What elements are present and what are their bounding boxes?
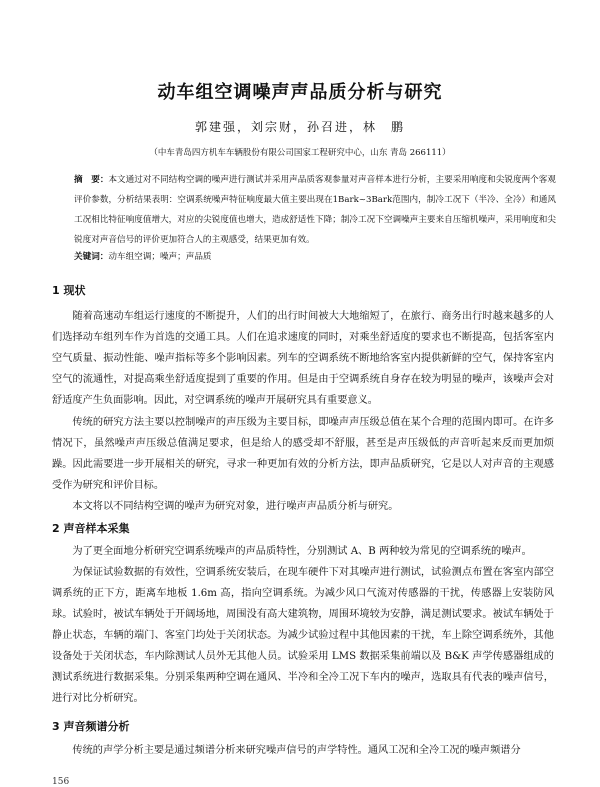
affiliation: （中车青岛四方机车车辆股份有限公司国家工程研究中心，山东 青岛 266111） [149,148,451,158]
section-3-paragraph-1: 传统的声学分析主要是通过频谱分析来研究噪声信号的声学特性。通风工况和全冷工况的噪声频谱分 [72,745,521,756]
section-1-paragraph-1: 随着高速动车组运行速度的不断提升，人们的出行时间被大大地缩短了，在旅行、商务出行时越来越多的人们选择动车组列车作为首选的交通工具。人们在追求速度的同时，对乘坐舒适度的要求也不断提高，包括客室内空气质量、振动性能、噪声指标等多个影响因素。列车的空调系统不断地给客室内提供新鲜的空气，保持客室内空气的流通性，对提高乘坐舒适度提到了重要的作用。但是由于空调系统自身存在较为明显的噪声，该噪声会对舒适度产生负面影响。因此，对空调系统的噪声开展研究具有重要意义。 [52,311,554,406]
keywords-label: 关键词： [74,252,109,262]
section-1-paragraph-3: 本文将以不同结构空调的噪声为研究对象，进行噪声声品质分析与研究。 [72,501,399,512]
section-1-paragraph-2: 传统的研究方法主要以控制噪声的声压级为主要目标，即噪声声压级总值在某个合理的范围内即可。在许多情况下，虽然噪声声压级总值满足要求，但是给人的感受却不舒服，甚至是声压级低的声音听起来反而更加烦躁。因此需要进一步开展相关的研究，寻求一种更加有效的分析方法，即声品质研究，它是以人对声音的主观感受作为研究和评价目标。 [52,417,554,491]
keywords-text: 动车组空调；噪声；声品质 [108,252,212,262]
keywords [74,250,556,262]
abstract-text: 本文通过对不同结构空调的噪声进行测试并采用声品质客观参量对声音样本进行分析，主要采用响度和尖锐度两个客观评价参数，分析结果表明：空调系统噪声特征响度最大值主要出现在1Bark~3Bark范围内，制冷工况下（半冷、全冷）和通风工况相比特征响度值增大，对应的尖锐度值也增大，造成舒适性下降；制冷工况下空调噪声主要来自压缩机噪声，采用响度和尖锐度对声音信号的评价更加符合人的主观感受，结果更加有效。 [74,175,556,245]
section-2-paragraph-2: 为保证试验数据的有效性，空调系统安装后，在现车硬件下对其噪声进行测试，试验测点布置在客室内部空调系统的正下方，距离车地板 1.6m 高，指向空调系统。为减少风口气流对传感器的干扰，传感器上安装防风球。试验时，被试车辆处于开阔场地，周围没有高大建筑物，周围环境较为安静，满足测试要求。被试车辆处于静止状态，车辆的端门、客室门均处于关闭状态。为减少试验过程中其他因素的干扰，车上除空调系统外，其他设备处于关闭状态，车内除测试人员外无其他人员。试验采用 LMS 数据采集前端以及 B&K 声学传感器组成的测试系统进行数据采集。分别采集两种空调在通风、半冷和全冷工况下车内的噪声，选取具有代表的噪声信号，进行对比分析研究。 [52,567,554,704]
paper-title: 动车组空调噪声声品质分析与研究 [157,82,443,103]
section-2-paragraph-1: 为了更全面地分析研究空调系统噪声的声品质特性，分别测试 A、B 两种较为常见的空调系统的噪声。 [72,546,532,557]
abstract [74,170,556,250]
section-heading-1: 1 现状 [52,284,86,297]
author-list: 郭建强，刘宗财，孙召进，林 鹏 [194,120,405,134]
abstract-label: 摘 要： [74,175,109,185]
section-heading-3: 3 声音频谱分析 [52,720,130,733]
section-heading-2: 2 声音样本采集 [52,522,130,535]
page-number: 156 [52,777,70,787]
